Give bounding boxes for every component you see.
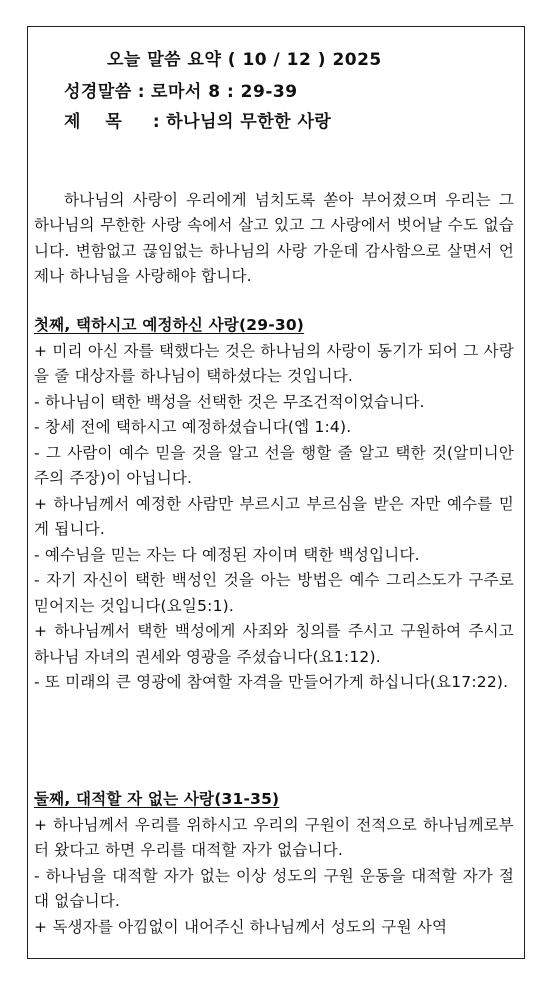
list-item: - 하나님이 택한 백성을 선택한 것은 무조건적이었습니다.: [34, 392, 425, 411]
subject-separator: :: [152, 112, 161, 132]
section-first: [34, 313, 514, 696]
list-item: - 창세 전에 택하시고 예정하셨습니다(엡 1:4).: [34, 418, 352, 436]
scripture-line: [64, 77, 298, 102]
section-second: [34, 787, 514, 940]
list-item: - 하나님을 대적할 자가 없는 이상 성도의 구원 운동을 대적할 자가 절대 없습니다.: [34, 866, 514, 910]
list-item: + 미리 아신 자를 택했다는 것은 하나님의 사랑이 동기가 되어 그 사랑을 줄 대상자를 하나님이 택하셨다는 것입니다.: [34, 341, 514, 385]
section-title: 둘째, 대적할 자 없는 사랑(31-35): [34, 790, 280, 808]
page-title: 오늘 말씀 요약 ( 10 / 12 ) 2025: [107, 50, 382, 70]
list-item: + 하나님께서 예정한 사람만 부르시고 부르심을 받은 자만 예수를 믿게 됩니다.: [34, 494, 514, 538]
scripture-separator: :: [137, 82, 146, 102]
subject-label: 제목: [64, 112, 147, 132]
bulletin-frame: [27, 26, 525, 959]
list-item: - 자기 자신이 택한 백성인 것을 아는 방법은 예수 그리스도가 구주로 믿어지는 것입니다(요일5:1).: [34, 571, 514, 615]
list-item: + 하나님께서 우리를 위하시고 우리의 구원이 전적으로 하나님께로부터 왔다고 하면 우리를 대적할 자가 없습니다.: [34, 815, 514, 859]
list-item: - 또 미래의 큰 영광에 참여할 자격을 만들어가게 하십니다(요17:22).: [34, 673, 509, 691]
list-item: + 하나님께서 택한 백성에게 사죄와 칭의를 주시고 구원하여 주시고 하나님 자녀의 권세와 영광을 주셨습니다(요1:12).: [34, 622, 514, 666]
scripture-label: 성경말씀: [64, 82, 132, 102]
subject-line: [64, 107, 331, 132]
list-item: + 독생자를 아낌없이 내어주신 하나님께서 성도의 구원 사역: [34, 917, 448, 936]
subject-value: 하나님의 무한한 사랑: [166, 112, 332, 132]
list-item: - 예수님을 믿는 자는 다 예정된 자이며 택한 백성입니다.: [34, 545, 420, 564]
scripture-value: 로마서 8 : 29-39: [151, 82, 298, 102]
section-title: 첫째, 택하시고 예정하신 사랑(29-30): [34, 316, 305, 334]
intro-paragraph: 하나님의 사랑이 우리에게 넘치도록 쏟아 부어졌으며 우리는 그 하나님의 무한한 사랑 속에서 살고 있고 그 사랑에서 벗어날 수도 없습니다. 변함없고 끊임없는 하나님의 사랑 가운데 감사함으로 살면서 언제나 하나님을 사랑해야 합니다.: [34, 190, 514, 285]
list-item: - 그 사람이 예수 믿을 것을 알고 선을 행할 줄 알고 택한 것(알미니안주의 주장)이 아닙니다.: [34, 443, 514, 487]
